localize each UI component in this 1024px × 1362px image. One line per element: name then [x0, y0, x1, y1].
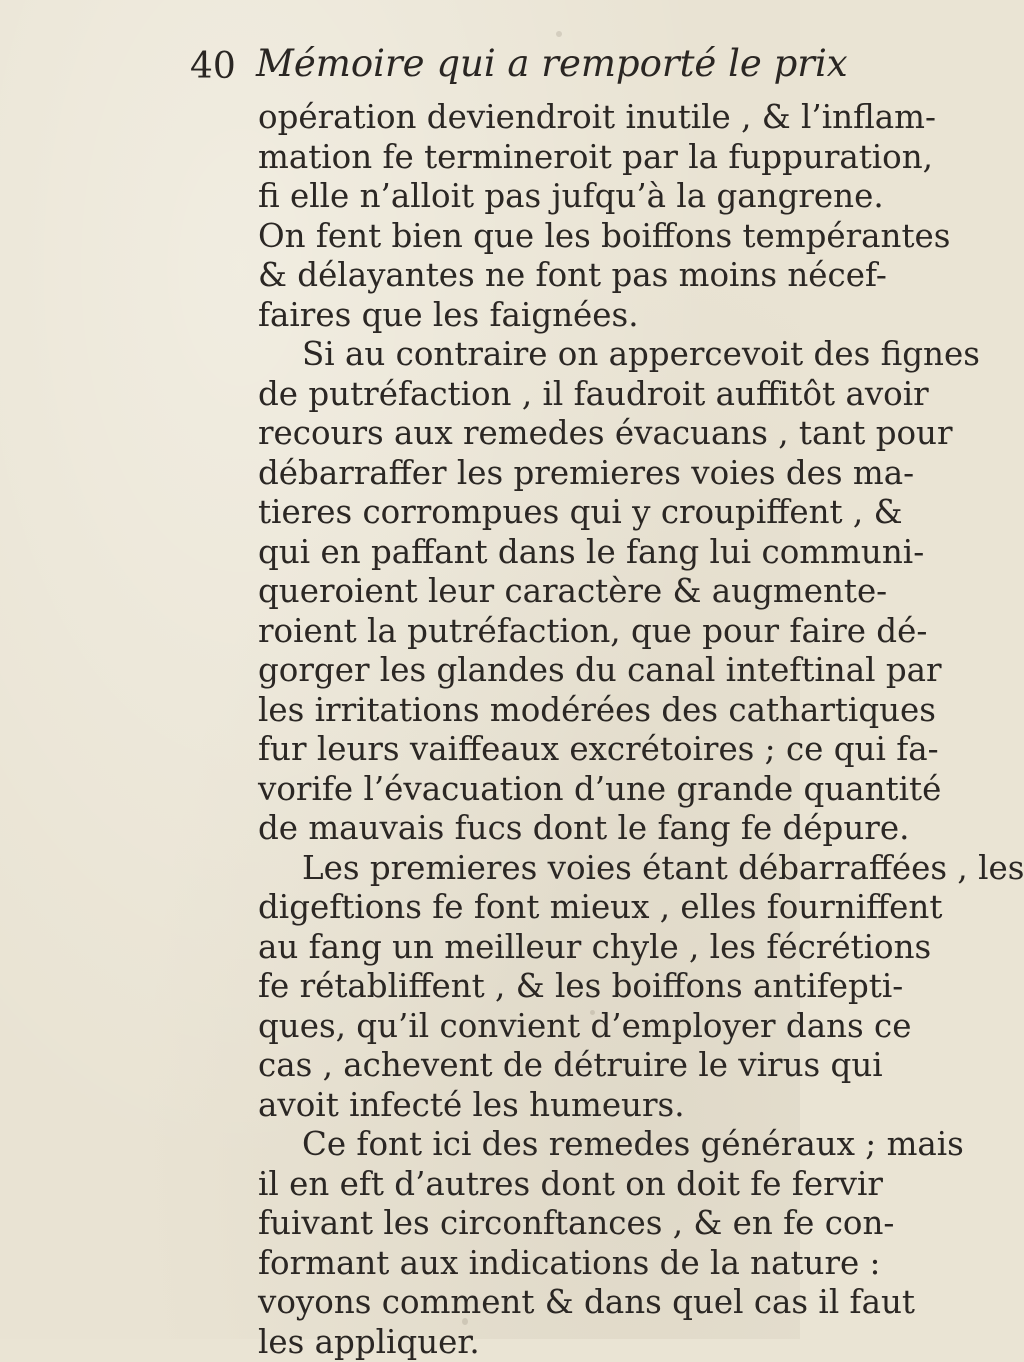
text-line: tieres corrompues qui y croupiffent , & [258, 493, 758, 533]
text-line: faires que les faignées. [258, 296, 758, 336]
text-line: digeftions fe font mieux , elles fourniffent [258, 888, 758, 928]
text-line: Les premieres voies étant débarraffées , les [258, 849, 758, 889]
body-text [258, 98, 758, 1362]
text-line: fuivant les circonftances , & en fe con- [258, 1204, 758, 1244]
text-line: de putréfaction , il faudroit auffitôt avoir [258, 375, 758, 415]
text-line: gorger les glandes du canal inteftinal par [258, 651, 758, 691]
text-line: ques, qu’il convient d’employer dans ce [258, 1007, 758, 1047]
text-line: débarraffer les premieres voies des ma- [258, 454, 758, 494]
text-line: formant aux indications de la nature : [258, 1244, 758, 1284]
text-line: avoit infecté les humeurs. [258, 1086, 758, 1126]
text-line: de mauvais fucs dont le fang fe dépure. [258, 809, 758, 849]
text-line: roient la putréfaction, que pour faire dé- [258, 612, 758, 652]
running-head: Mémoire qui a remporté le prix [256, 42, 848, 85]
text-line: cas , achevent de détruire le virus qui [258, 1046, 758, 1086]
text-line: queroient leur caractère & augmente- [258, 572, 758, 612]
text-line: au fang un meilleur chyle , les fécrétions [258, 928, 758, 968]
text-line: les irritations modérées des cathartiques [258, 691, 758, 731]
text-line: Ce font ici des remedes généraux ; mais [258, 1125, 758, 1165]
text-line: fur leurs vaiffeaux excrétoires ; ce qui fa- [258, 730, 758, 770]
text-line: qui en paffant dans le fang lui communi- [258, 533, 758, 573]
text-line: fe rétabliffent , & les boiffons antifepti- [258, 967, 758, 1007]
text-line: On fent bien que les boiffons tempérantes [258, 217, 758, 257]
text-line: vorife l’évacuation d’une grande quantité [258, 770, 758, 810]
paper-stain [556, 31, 562, 37]
text-line: fi elle n’alloit pas jufqu’à la gangrene. [258, 177, 758, 217]
text-line: & délayantes ne font pas moins nécef- [258, 256, 758, 296]
text-line: Si au contraire on appercevoit des fignes [258, 335, 758, 375]
text-line: recours aux remedes évacuans , tant pour [258, 414, 758, 454]
text-line: il en eft d’autres dont on doit fe fervir [258, 1165, 758, 1205]
text-line: opération deviendroit inutile , & l’inflam- [258, 98, 758, 138]
text-line: mation fe termineroit par la fuppuration, [258, 138, 758, 178]
text-line: les appliquer. [258, 1323, 758, 1362]
page-header [190, 42, 750, 92]
text-line: voyons comment & dans quel cas il faut [258, 1283, 758, 1323]
page-number: 40 [190, 46, 236, 87]
